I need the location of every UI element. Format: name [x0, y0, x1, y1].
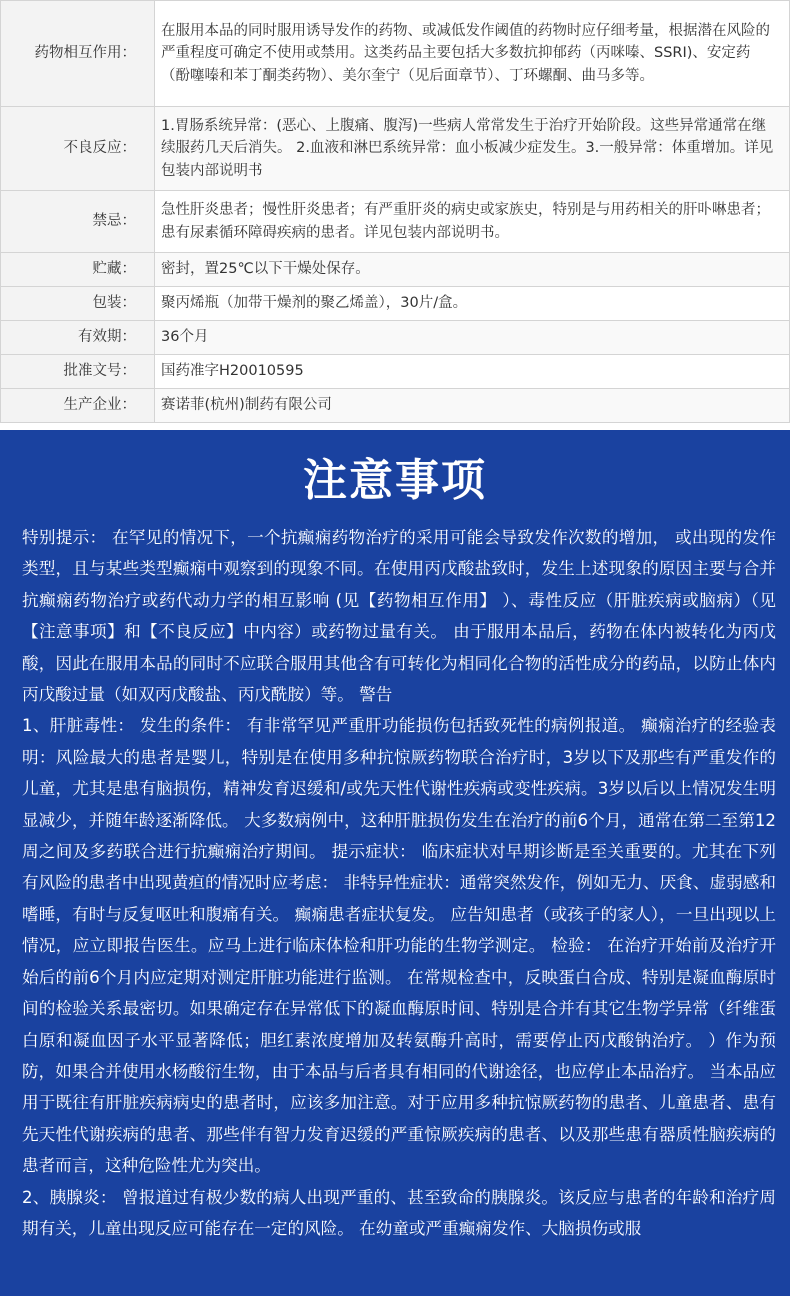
info-value: 密封，置25℃以下干燥处保存。 — [155, 253, 790, 287]
drug-info-table — [0, 0, 790, 423]
info-row-storage — [1, 253, 790, 287]
info-row-interactions — [1, 1, 790, 107]
info-row-contraindications — [1, 191, 790, 253]
precautions-title: 注意事项 — [303, 455, 487, 506]
info-value: 聚丙烯瓶（加带干燥剂的聚乙烯盖），30片/盒。 — [155, 287, 790, 321]
info-value: 在服用本品的同时服用诱导发作的药物、或减低发作阈值的药物时应仔细考量，根据潜在风险的严重程度可确定不使用或禁用。这类药品主要包括大多数抗抑郁药（丙咪嗪、SSRI)、安定药（酚噻嗪和苯丁酮类药物）、美尔奎宁（见后面章节）、丁环螺酮、曲马多等。 — [155, 1, 790, 107]
precautions-paragraph: 2、胰腺炎： 曾报道过有极少数的病人出现严重的、甚至致命的胰腺炎。该反应与患者的年龄和治疗周期有关，儿童出现反应可能存在一定的风险。 在幼童或严重癫痫发作、大脑损伤或服 — [22, 1187, 776, 1238]
info-value: 急性肝炎患者；慢性肝炎患者；有严重肝炎的病史或家族史，特别是与用药相关的肝卟啉患者；患有尿素循环障碍疾病的患者。详见包装内部说明书。 — [155, 191, 790, 253]
info-row-adverse-reactions — [1, 107, 790, 191]
info-label: 贮藏： — [1, 253, 155, 287]
info-label: 禁忌： — [1, 191, 155, 253]
info-label: 包装： — [1, 287, 155, 321]
info-row-shelf-life — [1, 321, 790, 355]
info-value: 赛诺菲(杭州)制药有限公司 — [155, 389, 790, 423]
precautions-paragraph: 特别提示： 在罕见的情况下，一个抗癫痫药物治疗的采用可能会导致发作次数的增加， 或出现的发作类型，且与某些类型癫痫中观察到的现象不同。在使用丙戊酸盐致时，发生上述现象的原因主要与合并抗癫痫药物治疗或药代动力学的相互影响 (见【药物相互作用】 ）、毒性反应（肝脏疾病或脑病）（见【注意事项】和【不良反应】中内容）或药物过量有关。 由于服用本品后，药物在体内被转化为丙戊酸，因此在服用本品的同时不应联合服用其他含有可转化为相同化合物的活性成分的药品，以防止体内丙戊酸过量（如双丙戊酸盐、丙戊酰胺）等。 警告 — [22, 528, 776, 705]
precautions-section — [0, 430, 790, 1296]
info-label: 有效期： — [1, 321, 155, 355]
info-value: 36个月 — [155, 321, 790, 355]
info-row-approval-number — [1, 355, 790, 389]
precautions-paragraph: 1、肝脏毒性： 发生的条件： 有非常罕见严重肝功能损伤包括致死性的病例报道。 癫痫治疗的经验表明：风险最大的患者是婴儿，特别是在使用多种抗惊厥药物联合治疗时，3岁以下及那些有严重发作的儿童，尤其是患有脑损伤，精神发育迟缓和/或先天性代谢性疾病或变性疾病。3岁以后以上情况发生明显减少，并随年龄逐渐降低。 大多数病例中，这种肝脏损伤发生在治疗的前6个月，通常在第二至第12周之间及多药联合进行抗癫痫治疗期间。 提示症状： 临床症状对早期诊断是至关重要的。尤其在下列有风险的患者中出现黄疸的情况时应考虑： 非特异性症状：通常突然发作，例如无力、厌食、虚弱感和嗜睡，有时与反复呕吐和腹痛有关。 癫痫患者症状复发。 应告知患者（或孩子的家人），一旦出现以上情况，应立即报告医生。应马上进行临床体检和肝功能的生物学测定。 检验： 在治疗开始前及治疗开始后的前6个月内应定期对测定肝脏功能进行监测。 在常规检查中，反映蛋白合成、特别是凝血酶原时间的检验关系最密切。如果确定存在异常低下的凝血酶原时间、特别是合并有其它生物学异常（纤维蛋白原和凝血因子水平显著降低；胆红素浓度增加及转氨酶升高时，需要停止丙戊酸钠治疗。 ）作为预防，如果合并使用水杨酸衍生物，由于本品与后者具有相同的代谢途径，也应停止本品治疗。 当本品应用于既往有肝脏疾病病史的患者时，应该多加注意。对于应用多种抗惊厥药物的患者、儿童患者、患有先天性代谢疾病的患者、那些伴有智力发育迟缓的严重惊厥疾病的患者、以及那些患有器质性脑疾病的患者而言，这种危险性尤为突出。 — [22, 716, 776, 1176]
info-row-manufacturer — [1, 389, 790, 423]
info-value: 1.胃肠系统异常：(恶心、上腹痛、腹泻)一些病人常常发生于治疗开始阶段。这些异常通常在继续服药几天后消失。 2.血液和淋巴系统异常：血小板减少症发生。3.一般异常：体重增加。详见包装内部说明书 — [155, 107, 790, 191]
info-label: 药物相互作用： — [1, 1, 155, 107]
info-label: 批准文号： — [1, 355, 155, 389]
info-value: 国药准字H20010595 — [155, 355, 790, 389]
precautions-body — [0, 522, 790, 1244]
info-label: 不良反应： — [1, 107, 155, 191]
info-row-packaging — [1, 287, 790, 321]
info-label: 生产企业： — [1, 389, 155, 423]
